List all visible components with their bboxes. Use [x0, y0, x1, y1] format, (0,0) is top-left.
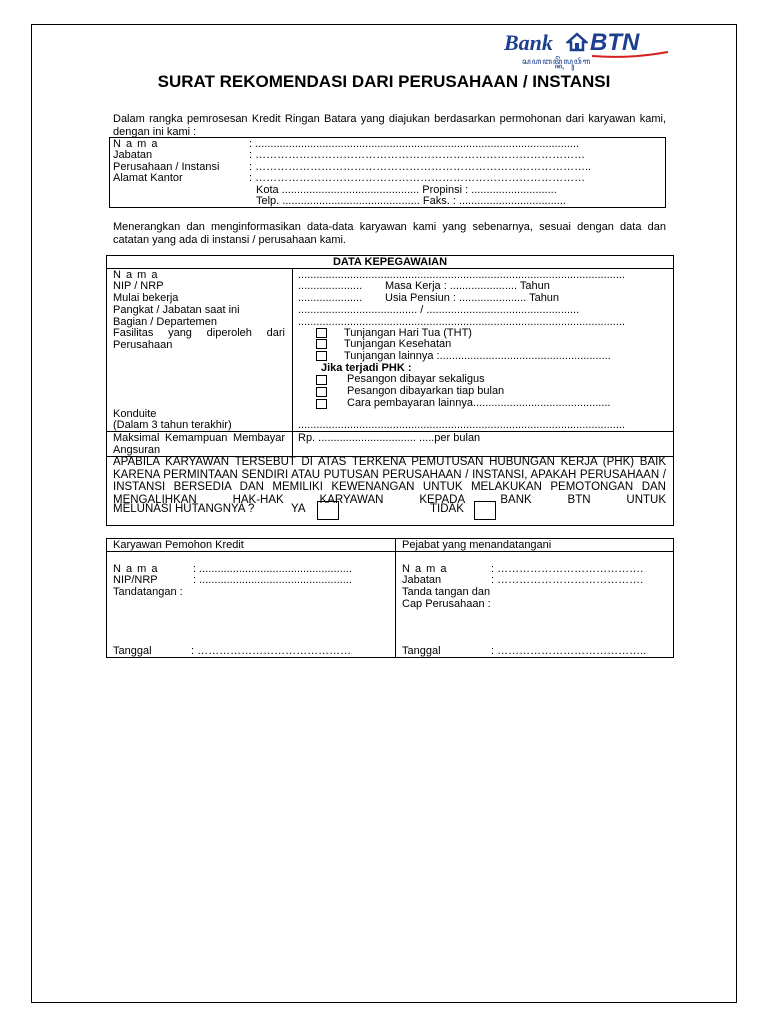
emp-nip-field: .....................: [298, 280, 363, 292]
kesehatan-checkbox[interactable]: [316, 339, 327, 349]
tidak-label: TIDAK: [430, 503, 464, 515]
company-jabatan-field: : ………………………………………………………………………………: [249, 149, 586, 161]
pesangon-bulan-checkbox[interactable]: [316, 387, 327, 397]
sig-left-header: Karyawan Pemohon Kredit: [113, 539, 244, 551]
company-kota-line: Kota ............................................. Propinsi : ............................: [256, 184, 557, 196]
tidak-checkbox[interactable]: [474, 501, 496, 520]
company-jabatan-label: Jabatan: [113, 149, 153, 161]
emp-konduite-label: Konduite: [113, 408, 157, 420]
kesehatan-label: Tunjangan Kesehatan: [344, 338, 452, 350]
emp-bagian-field: ...........................................................................................................: [298, 316, 626, 328]
sig-left-tanggal-label: Tanggal: [113, 645, 152, 657]
emp-bagian-label: Bagian / Departemen: [113, 316, 217, 328]
emp-mulai-field: .....................: [298, 292, 363, 304]
phk-heading: Jika terjadi PHK :: [321, 362, 412, 374]
sig-left-nip-label: NIP/NRP: [113, 574, 158, 586]
sig-right-ttd2: Cap Perusahaan :: [402, 598, 491, 610]
cara-lainnya-label: Cara pembayaran lainnya.............................................: [347, 397, 611, 409]
tht-checkbox[interactable]: [316, 328, 327, 338]
phk-question-last: MELUNASI HUTANGNYA ?: [113, 503, 255, 515]
sig-left-nama-label: N a m a: [113, 563, 159, 575]
cara-lainnya-checkbox[interactable]: [316, 399, 327, 409]
tht-label: Tunjangan Hari Tua (THT): [344, 327, 472, 339]
emp-rp-field: Rp. ................................ .....per bulan: [298, 432, 481, 444]
company-alamat-label: Alamat Kantor: [113, 172, 183, 184]
sig-right-header: Pejabat yang menandatangani: [402, 539, 552, 551]
emp-pangkat-label: Pangkat / Jabatan saat ini: [113, 304, 240, 316]
sig-right-nama-label: N a m a: [402, 563, 448, 575]
sig-left-nama-field: : ..................................................: [193, 563, 352, 575]
emp-pangkat-field: ....................................... / ..................................................: [298, 304, 580, 316]
sig-right-jabatan-field: : ………………………………….: [491, 574, 644, 586]
company-perusahaan-label: Perusahaan / Instansi: [113, 161, 220, 173]
emp-mulai-label: Mulai bekerja: [113, 292, 179, 304]
company-telp-line: Telp. ............................................. Faks. : ...................................: [256, 195, 566, 207]
logo-script-text: ꦱꦲꦧꦠ꧀ꦏꦼꦭꦸꦮꦂꦒ: [522, 57, 592, 66]
company-alamat-field: : ………………………………………………………………………………: [249, 172, 586, 184]
pesangon-sekaligus-checkbox[interactable]: [316, 375, 327, 385]
emp-konduite-note: (Dalam 3 tahun terakhir): [113, 419, 232, 431]
sig-right-tanggal-label: Tanggal: [402, 645, 441, 657]
sig-left-ttd-label: Tandatangan :: [113, 586, 183, 598]
emp-nip-label: NIP / NRP: [113, 280, 164, 292]
tunjangan-lainnya-label: Tunjangan lainnya :........................................................: [344, 350, 611, 362]
explain-paragraph: Menerangkan dan menginformasikan data-data karyawan kami yang sebenarnya, sesuai dengan data dan catatan yang ada di instansi / perusahaan kami.: [113, 221, 666, 246]
sig-left-tanggal-field: : ……………………………………: [191, 645, 352, 657]
logo-bank-text: Bank: [504, 30, 553, 55]
employment-column-divider: [292, 268, 293, 456]
ya-checkbox[interactable]: [317, 501, 339, 520]
emp-fasilitas-label: Fasilitas yang diperoleh dari Perusahaan: [113, 327, 285, 351]
employment-header: DATA KEPEGAWAIAN: [332, 256, 448, 268]
company-nama-label: N a m a: [113, 138, 159, 150]
phk-question: APABILA KARYAWAN TERSEBUT DI ATAS TERKENA PEMUTUSAN HUBUNGAN KERJA (PHK) BAIK KARENA PERMINTAAN SENDIRI ATAU PUTUSAN PERUSAHAAN / INSTANSI, APAKAH PERUSAHAAN / INSTANSI BERSEDIA DAN MEMILIKI KEWENANGAN UNTUK MELAKUKAN PEMOTONGAN DAN MENGALIHKAN HAK-HAK KARYAWAN KEPADA BANK BTN UNTUK: [113, 456, 666, 506]
sig-right-nama-field: : ………………………………….: [491, 563, 644, 575]
emp-maksimal-label: Maksimal Kemampuan Membayar Angsuran: [113, 432, 285, 456]
logo-btn-text: BTN: [590, 29, 640, 56]
sig-right-tanggal-field: : …………………………………..: [491, 645, 647, 657]
signature-column-divider: [395, 538, 396, 658]
pesangon-sekaligus-label: Pesangon dibayar sekaligus: [347, 373, 485, 385]
emp-nama-label: N a m a: [113, 269, 159, 281]
emp-usia-pensiun: Usia Pensiun : ...................... Tahun: [385, 292, 560, 304]
ya-label: YA: [291, 503, 306, 515]
signature-header-divider: [106, 551, 674, 552]
house-icon: [566, 32, 588, 52]
tunjangan-lainnya-checkbox[interactable]: [316, 351, 327, 361]
company-nama-field: : ..........................................................................................................: [249, 138, 580, 150]
page-title: SURAT REKOMENDASI DARI PERUSAHAAN / INSTANSI: [157, 72, 611, 91]
sig-right-jabatan-label: Jabatan: [402, 574, 442, 586]
emp-konduite-field: ...........................................................................................................: [298, 419, 626, 431]
sig-left-nip-field: : ..................................................: [193, 574, 352, 586]
sig-right-ttd1: Tanda tangan dan: [402, 586, 491, 598]
signature-table: [106, 538, 674, 658]
emp-masa-kerja: Masa Kerja : ...................... Tahun: [385, 280, 550, 292]
emp-nama-field: ...........................................................................................................: [298, 269, 626, 281]
company-perusahaan-field: : ………………………………………………………………………………..: [249, 161, 592, 173]
intro-paragraph: Dalam rangka pemrosesan Kredit Ringan Batara yang diajukan berdasarkan permohonan dari karyawan kami, dengan ini kami :: [113, 113, 666, 138]
logo-swoosh-icon: [592, 51, 668, 59]
pesangon-bulan-label: Pesangon dibayarkan tiap bulan: [347, 385, 505, 397]
